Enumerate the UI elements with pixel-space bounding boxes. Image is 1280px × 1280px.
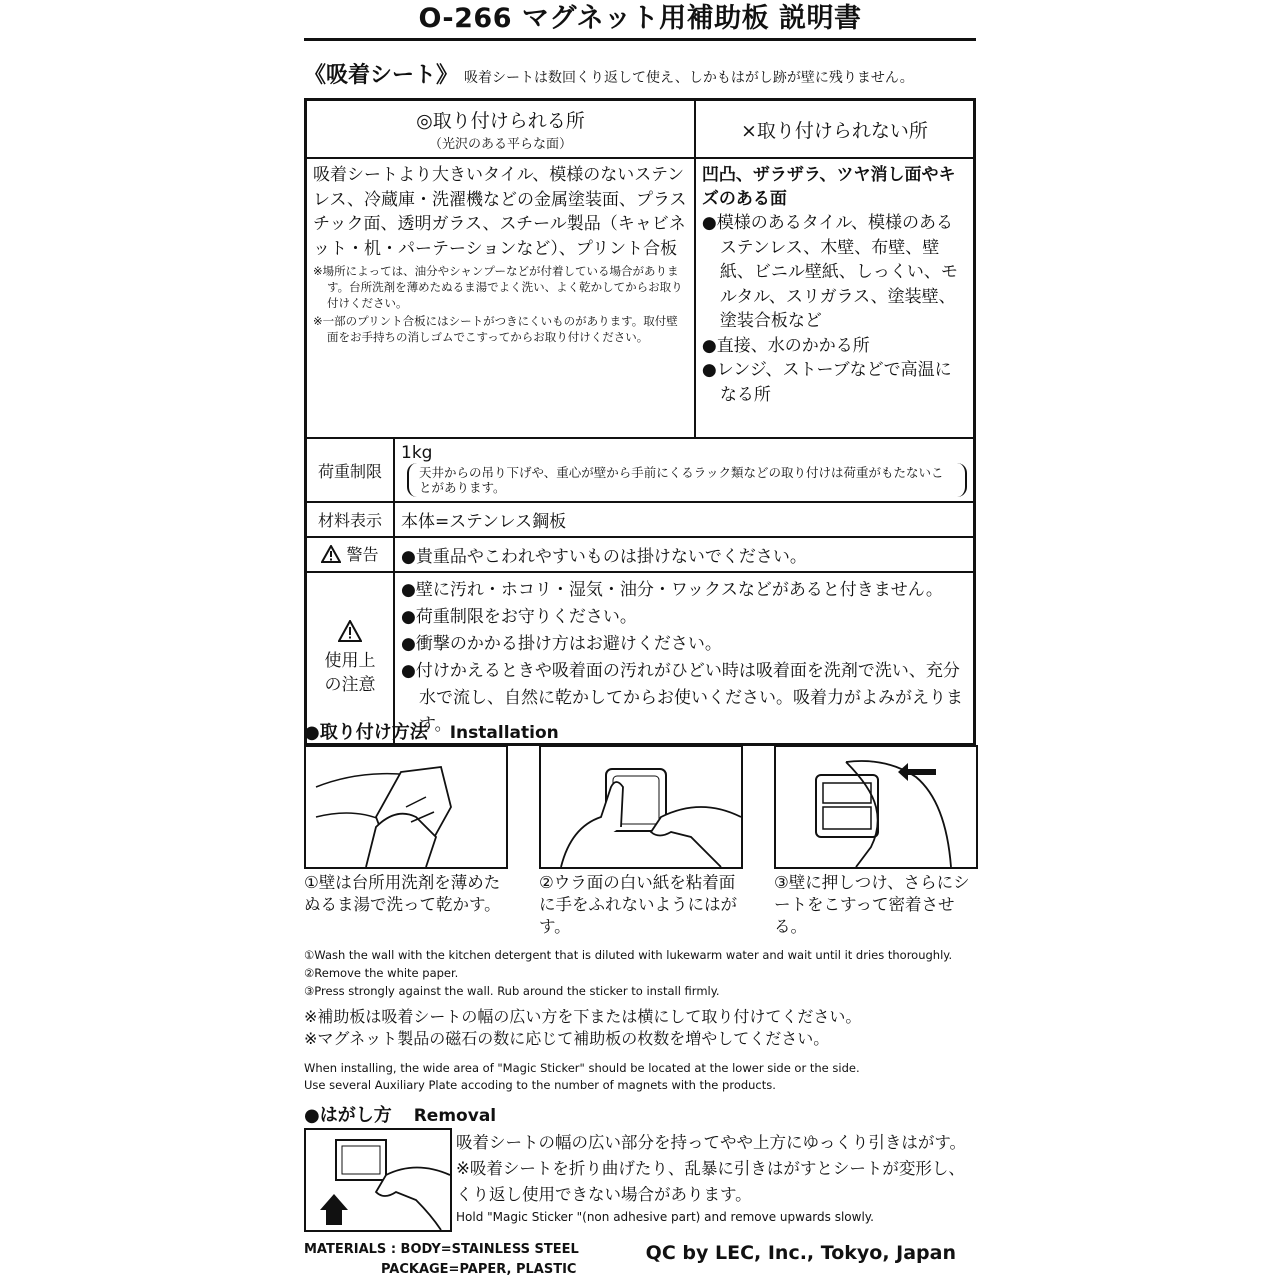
ok-header-cell: [306, 100, 695, 159]
peel-off-hand-icon: [306, 1130, 450, 1230]
warning-label-cell: [306, 537, 395, 572]
removal-head: ●はがし方: [304, 1105, 392, 1126]
ng-item-2: ●直接、水のかかる所: [701, 335, 870, 356]
sheet-label: 《吸着シート》: [304, 63, 459, 88]
spec-table: [304, 98, 976, 746]
page-title: O-266 マグネット用補助板 説明書: [418, 3, 862, 34]
install-note-en-1: When installing, the wide area of "Magic Sticker" should be located at the lower side or the side.: [304, 1061, 860, 1075]
step-1-caption: ①壁は台所用洗剤を薄めたぬるま湯で洗って乾かす。: [304, 873, 501, 914]
removal-text-en: Hold "Magic Sticker "(non adhesive part) and remove upwards slowly.: [456, 1210, 874, 1224]
install-head-en: Installation: [449, 723, 559, 743]
ok-header: ◎取り付けられる所: [416, 110, 585, 132]
footer-maker: QC by LEC, Inc., Tokyo, Japan: [645, 1242, 956, 1264]
caution-item-2: ●荷重制限をお守りください。: [401, 607, 637, 627]
title-divider: [304, 38, 976, 41]
warning-label: 警告: [346, 545, 379, 565]
load-note: 天井からの吊り下げや、重心が壁から手前にくるラック類などの取り付けは荷重がもたないことがあります。: [407, 463, 967, 497]
material-value: 本体=ステンレス鋼板: [394, 502, 975, 537]
step-3-en: ③Press strongly against the wall. Rub around the sticker to install firmly.: [304, 984, 720, 998]
step-2-illustration: [539, 745, 743, 869]
load-value: 1kg: [401, 443, 433, 463]
warning-triangle-icon: [321, 545, 341, 567]
caution-item-4: ●付けかえるときや吸着面の汚れがひどい時は吸着面を洗剤で洗い、充分水で流し、自然に乾かしてからお使いください。吸着力がよみがえります。: [401, 661, 963, 735]
step-1-en: ①Wash the wall with the kitchen detergent that is diluted with lukewarm water and wait until it dries thoroughly.: [304, 948, 953, 962]
ng-item-3: ●レンジ、ストーブなどで高温になる所: [701, 360, 952, 405]
install-head: ●取り付け方法: [304, 722, 428, 743]
press-sheet-hand-icon: [776, 747, 976, 867]
sheet-note: 吸着シートは数回くり返して使え、しかもはがし跡が壁に残りません。: [464, 70, 914, 86]
install-note-jp-1: ※補助板は吸着シートの幅の広い方を下または横にして取り付けてください。: [304, 1007, 862, 1026]
wipe-wall-hand-icon: [306, 747, 506, 867]
load-cell: [394, 438, 975, 502]
ng-cell: [695, 158, 975, 438]
ok-note-2: ※一部のプリント合板にはシートがつきにくいものがあります。取付壁面をお手持ちの消しゴムでこすってからお取り付けください。: [313, 314, 678, 344]
warning-text: ●貴重品やこわれやすいものは掛けないでください。: [394, 537, 975, 572]
removal-text: 吸着シートの幅の広い部分を持ってやや上方にゆっくり引きはがす。※吸着シートを折り曲げたり、乱暴に引きはがすとシートが変形し、くり返し使用できない場合があります。: [456, 1133, 967, 1204]
step-2-en: ②Remove the white paper.: [304, 966, 459, 980]
caution-item-3: ●衝撃のかかる掛け方はお避けください。: [401, 634, 722, 654]
install-notes-jp: [304, 1006, 976, 1050]
ng-header: ×取り付けられない所: [740, 119, 928, 142]
install-note-jp-2: ※マグネット製品の磁石の数に応じて補助板の枚数を増やしてください。: [304, 1029, 830, 1048]
step-3-caption: ③壁に押しつけ、さらにシートをこすって密着させる。: [774, 873, 970, 936]
install-notes-en: [304, 1060, 976, 1094]
ok-header-sub: （光沢のある平らな面）: [428, 137, 572, 152]
ok-note-1: ※場所によっては、油分やシャンプーなどが付着している場合があります。台所洗剤を薄めたぬるま湯でよく洗い、よく乾かしてからお取り付けください。: [313, 264, 683, 310]
instruction-sheet: [304, 0, 976, 1280]
caution-label-1: 使用上: [324, 650, 376, 671]
material-label: 材料表示: [306, 502, 395, 537]
removal-heading: [304, 1101, 496, 1127]
install-steps-en: [304, 946, 976, 1000]
ng-header-cell: [695, 100, 975, 159]
step-2-caption: ②ウラ面の白い紙を粘着面に手をふれないようにはがす。: [539, 873, 737, 936]
load-label: 荷重制限: [306, 438, 395, 502]
caution-item-1: ●壁に汚れ・ホコリ・湿気・油分・ワックスなどがあると付きません。: [401, 580, 943, 600]
step-1-illustration: [304, 745, 508, 869]
sheet-intro: [304, 58, 976, 92]
ok-cell: [306, 158, 695, 438]
removal-body: [456, 1130, 976, 1226]
ng-head: 凹凸、ザラザラ、ツヤ消し面やキズのある面: [701, 165, 956, 209]
step-3-illustration: [774, 745, 978, 869]
removal-illustration: [304, 1128, 452, 1232]
peel-paper-hand-icon: [541, 747, 741, 867]
ok-text: 吸着シートより大きいタイル、模様のないステンレス、冷蔵庫・洗濯機などの金属塗装面、プラスチック面、透明ガラス、スチール製品（キャビネット・机・パーテーションなど）、プリント合板: [313, 165, 687, 259]
caution-triangle-icon: [313, 620, 387, 649]
install-heading: [304, 718, 559, 744]
footer-materials: MATERIALS : BODY=STAINLESS STEEL PACKAGE=PAPER, PLASTIC: [304, 1242, 579, 1277]
caution-label-2: の注意: [324, 674, 376, 695]
ng-item-1: ●模様のあるタイル、模様のあるステンレス、木壁、布壁、壁紙、ビニル壁紙、しっくい、モルタル、スリガラス、塗装壁、塗装合板など: [701, 213, 958, 331]
removal-head-en: Removal: [413, 1106, 497, 1126]
install-note-en-2: Use several Auxiliary Plate accoding to the number of magnets with the products.: [304, 1078, 776, 1092]
